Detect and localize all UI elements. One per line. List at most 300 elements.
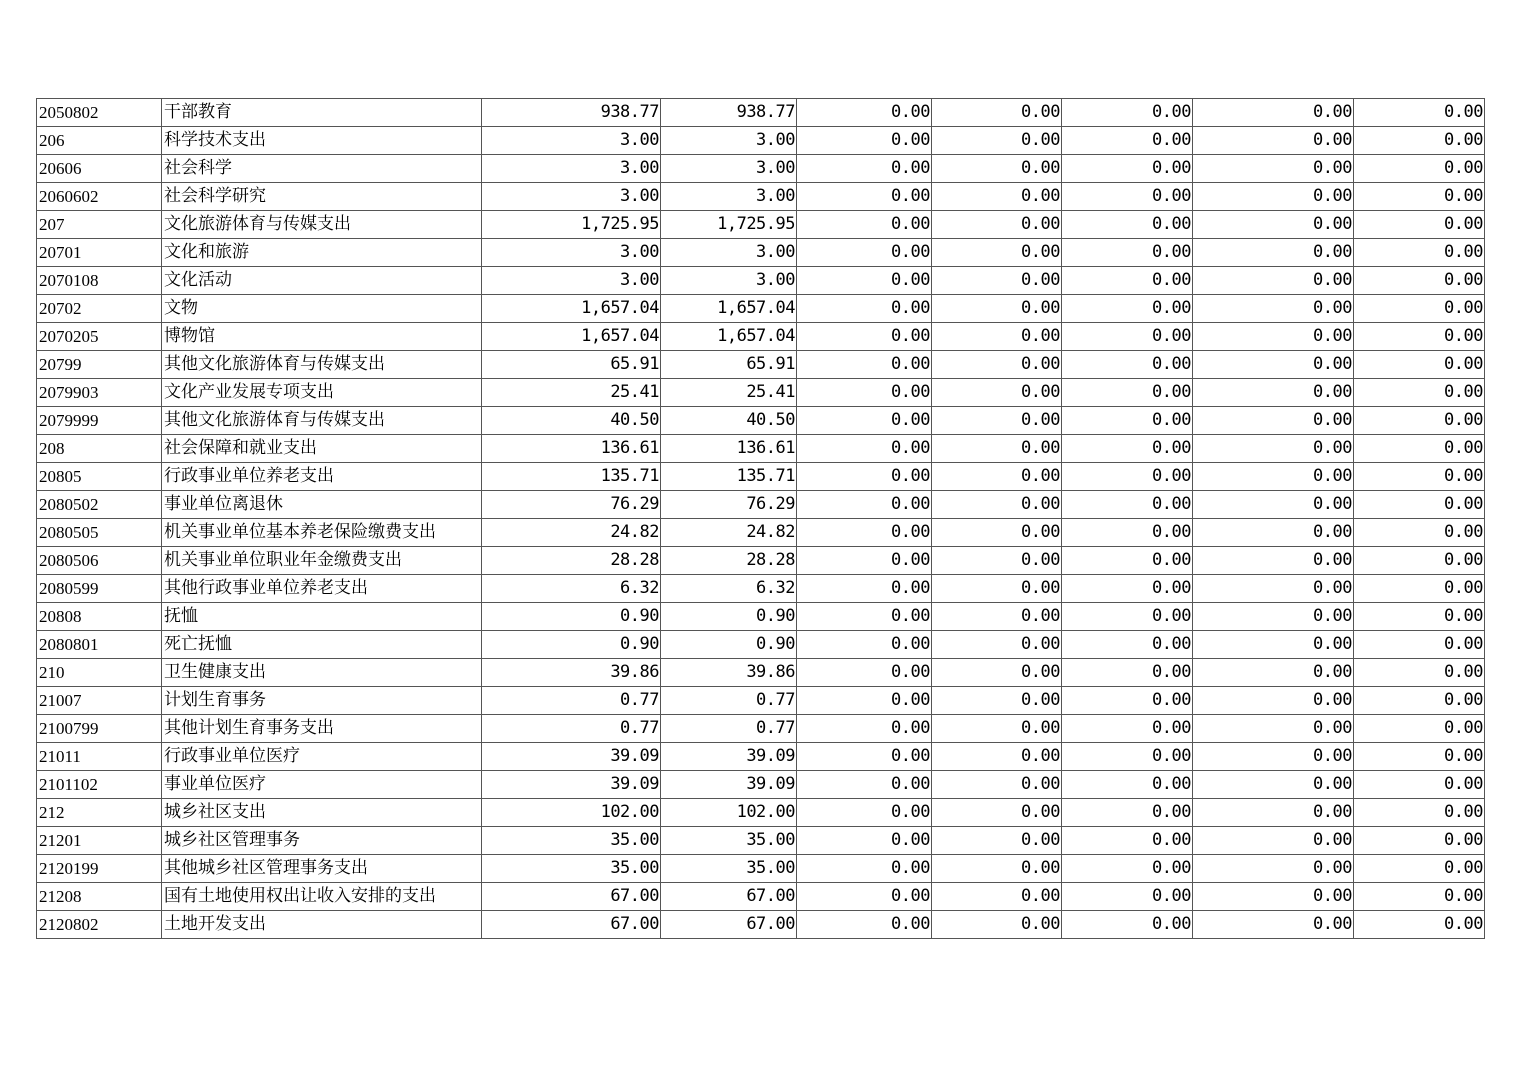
amount-cell: 0.00 [797, 883, 932, 911]
amount-cell: 0.00 [932, 463, 1062, 491]
subject-code-cell: 210 [37, 659, 162, 687]
amount-cell: 3.00 [661, 155, 797, 183]
table-row [37, 127, 1485, 155]
subject-name-cell: 抚恤 [162, 603, 482, 631]
amount-cell: 0.00 [1062, 799, 1193, 827]
amount-cell: 0.00 [797, 351, 932, 379]
amount-cell: 0.00 [797, 267, 932, 295]
subject-code-cell: 206 [37, 127, 162, 155]
amount-cell: 1,725.95 [482, 211, 661, 239]
amount-cell: 3.00 [482, 127, 661, 155]
subject-name-cell: 死亡抚恤 [162, 631, 482, 659]
amount-cell: 0.00 [797, 715, 932, 743]
subject-code-cell: 21201 [37, 827, 162, 855]
table-row [37, 799, 1485, 827]
amount-cell: 0.00 [1354, 267, 1485, 295]
subject-name-cell: 科学技术支出 [162, 127, 482, 155]
amount-cell: 0.90 [661, 603, 797, 631]
amount-cell: 67.00 [661, 911, 797, 939]
table-row [37, 715, 1485, 743]
amount-cell: 1,657.04 [661, 323, 797, 351]
subject-name-cell: 其他文化旅游体育与传媒支出 [162, 351, 482, 379]
amount-cell: 0.00 [1354, 743, 1485, 771]
subject-code-cell: 2070205 [37, 323, 162, 351]
table-row [37, 351, 1485, 379]
amount-cell: 0.00 [1062, 827, 1193, 855]
amount-cell: 0.00 [932, 715, 1062, 743]
amount-cell: 0.00 [932, 211, 1062, 239]
amount-cell: 0.00 [1193, 547, 1354, 575]
amount-cell: 0.00 [1354, 715, 1485, 743]
amount-cell: 40.50 [661, 407, 797, 435]
amount-cell: 0.00 [1354, 323, 1485, 351]
amount-cell: 0.00 [1193, 379, 1354, 407]
table-row [37, 155, 1485, 183]
amount-cell: 76.29 [482, 491, 661, 519]
subject-name-cell: 机关事业单位职业年金缴费支出 [162, 547, 482, 575]
amount-cell: 35.00 [482, 827, 661, 855]
amount-cell: 25.41 [482, 379, 661, 407]
amount-cell: 0.00 [1062, 463, 1193, 491]
amount-cell: 3.00 [661, 127, 797, 155]
subject-name-cell: 国有土地使用权出让收入安排的支出 [162, 883, 482, 911]
table-row [37, 827, 1485, 855]
amount-cell: 35.00 [661, 855, 797, 883]
table-row [37, 743, 1485, 771]
amount-cell: 0.00 [1062, 323, 1193, 351]
amount-cell: 0.00 [1193, 351, 1354, 379]
amount-cell: 0.00 [797, 239, 932, 267]
amount-cell: 0.00 [1062, 379, 1193, 407]
amount-cell: 0.00 [797, 323, 932, 351]
amount-cell: 76.29 [661, 491, 797, 519]
amount-cell: 0.00 [1354, 295, 1485, 323]
table-row [37, 295, 1485, 323]
amount-cell: 0.00 [1193, 435, 1354, 463]
amount-cell: 0.00 [1062, 99, 1193, 127]
subject-code-cell: 2070108 [37, 267, 162, 295]
amount-cell: 0.00 [1354, 827, 1485, 855]
amount-cell: 0.00 [797, 911, 932, 939]
amount-cell: 3.00 [661, 183, 797, 211]
subject-code-cell: 2080502 [37, 491, 162, 519]
amount-cell: 0.00 [797, 127, 932, 155]
amount-cell: 0.00 [932, 799, 1062, 827]
amount-cell: 0.00 [1062, 883, 1193, 911]
amount-cell: 938.77 [661, 99, 797, 127]
subject-code-cell: 20606 [37, 155, 162, 183]
subject-code-cell: 21208 [37, 883, 162, 911]
amount-cell: 3.00 [482, 155, 661, 183]
amount-cell: 0.00 [1062, 407, 1193, 435]
amount-cell: 0.00 [932, 267, 1062, 295]
amount-cell: 0.00 [932, 603, 1062, 631]
amount-cell: 0.00 [1193, 211, 1354, 239]
subject-code-cell: 21011 [37, 743, 162, 771]
amount-cell: 0.00 [1193, 603, 1354, 631]
subject-name-cell: 文化产业发展专项支出 [162, 379, 482, 407]
amount-cell: 0.00 [1193, 183, 1354, 211]
amount-cell: 0.00 [1062, 155, 1193, 183]
amount-cell: 6.32 [482, 575, 661, 603]
amount-cell: 40.50 [482, 407, 661, 435]
subject-name-cell: 博物馆 [162, 323, 482, 351]
amount-cell: 0.00 [1354, 435, 1485, 463]
amount-cell: 0.00 [797, 99, 932, 127]
amount-cell: 0.00 [797, 659, 932, 687]
amount-cell: 0.00 [1354, 547, 1485, 575]
amount-cell: 0.00 [1354, 519, 1485, 547]
amount-cell: 0.00 [797, 295, 932, 323]
amount-cell: 67.00 [482, 911, 661, 939]
amount-cell: 0.00 [932, 127, 1062, 155]
amount-cell: 0.00 [1193, 323, 1354, 351]
subject-name-cell: 土地开发支出 [162, 911, 482, 939]
amount-cell: 0.00 [932, 575, 1062, 603]
amount-cell: 0.00 [1193, 127, 1354, 155]
amount-cell: 0.00 [1062, 911, 1193, 939]
amount-cell: 0.00 [932, 771, 1062, 799]
amount-cell: 0.00 [1193, 687, 1354, 715]
amount-cell: 24.82 [661, 519, 797, 547]
amount-cell: 0.00 [1062, 491, 1193, 519]
table-row [37, 491, 1485, 519]
subject-code-cell: 2050802 [37, 99, 162, 127]
amount-cell: 0.00 [1062, 687, 1193, 715]
amount-cell: 0.00 [797, 575, 932, 603]
table-row [37, 687, 1485, 715]
amount-cell: 1,657.04 [661, 295, 797, 323]
subject-name-cell: 其他计划生育事务支出 [162, 715, 482, 743]
amount-cell: 0.00 [932, 855, 1062, 883]
amount-cell: 0.00 [1193, 883, 1354, 911]
amount-cell: 102.00 [482, 799, 661, 827]
amount-cell: 0.00 [1354, 687, 1485, 715]
table-row [37, 183, 1485, 211]
subject-code-cell: 2120802 [37, 911, 162, 939]
table-row [37, 239, 1485, 267]
amount-cell: 0.90 [482, 631, 661, 659]
amount-cell: 0.00 [1193, 575, 1354, 603]
amount-cell: 39.86 [482, 659, 661, 687]
amount-cell: 136.61 [661, 435, 797, 463]
amount-cell: 0.00 [1193, 491, 1354, 519]
table-row [37, 519, 1485, 547]
subject-name-cell: 计划生育事务 [162, 687, 482, 715]
amount-cell: 0.00 [932, 183, 1062, 211]
table-body [37, 99, 1485, 939]
amount-cell: 0.00 [932, 239, 1062, 267]
subject-name-cell: 文化活动 [162, 267, 482, 295]
amount-cell: 0.77 [661, 715, 797, 743]
amount-cell: 0.00 [797, 435, 932, 463]
table-row [37, 911, 1485, 939]
amount-cell: 67.00 [482, 883, 661, 911]
subject-name-cell: 机关事业单位基本养老保险缴费支出 [162, 519, 482, 547]
amount-cell: 0.00 [932, 547, 1062, 575]
amount-cell: 0.00 [1354, 855, 1485, 883]
amount-cell: 0.00 [1193, 519, 1354, 547]
amount-cell: 0.00 [1193, 659, 1354, 687]
amount-cell: 0.00 [1062, 547, 1193, 575]
amount-cell: 0.00 [1354, 379, 1485, 407]
amount-cell: 0.00 [1354, 351, 1485, 379]
amount-cell: 28.28 [661, 547, 797, 575]
amount-cell: 0.00 [797, 603, 932, 631]
amount-cell: 0.00 [1062, 183, 1193, 211]
subject-code-cell: 2080599 [37, 575, 162, 603]
amount-cell: 0.00 [932, 379, 1062, 407]
amount-cell: 0.00 [1193, 463, 1354, 491]
amount-cell: 0.00 [1354, 883, 1485, 911]
subject-name-cell: 行政事业单位养老支出 [162, 463, 482, 491]
subject-name-cell: 文化旅游体育与传媒支出 [162, 211, 482, 239]
amount-cell: 0.00 [797, 183, 932, 211]
amount-cell: 0.00 [932, 407, 1062, 435]
amount-cell: 0.00 [1354, 211, 1485, 239]
amount-cell: 65.91 [482, 351, 661, 379]
amount-cell: 0.00 [1062, 715, 1193, 743]
amount-cell: 24.82 [482, 519, 661, 547]
subject-name-cell: 文物 [162, 295, 482, 323]
amount-cell: 938.77 [482, 99, 661, 127]
amount-cell: 0.00 [932, 827, 1062, 855]
subject-name-cell: 社会科学 [162, 155, 482, 183]
subject-code-cell: 2079999 [37, 407, 162, 435]
amount-cell: 3.00 [482, 267, 661, 295]
subject-name-cell: 城乡社区管理事务 [162, 827, 482, 855]
subject-code-cell: 2079903 [37, 379, 162, 407]
amount-cell: 0.77 [661, 687, 797, 715]
amount-cell: 0.00 [1062, 127, 1193, 155]
subject-code-cell: 2080505 [37, 519, 162, 547]
table-row [37, 267, 1485, 295]
table-row [37, 379, 1485, 407]
subject-name-cell: 城乡社区支出 [162, 799, 482, 827]
table-row [37, 211, 1485, 239]
subject-code-cell: 21007 [37, 687, 162, 715]
amount-cell: 0.00 [1062, 351, 1193, 379]
amount-cell: 0.00 [1062, 855, 1193, 883]
subject-code-cell: 2101102 [37, 771, 162, 799]
amount-cell: 0.00 [932, 519, 1062, 547]
amount-cell: 0.00 [1062, 631, 1193, 659]
subject-code-cell: 2080801 [37, 631, 162, 659]
amount-cell: 25.41 [661, 379, 797, 407]
subject-name-cell: 其他城乡社区管理事务支出 [162, 855, 482, 883]
amount-cell: 1,657.04 [482, 295, 661, 323]
table-row [37, 407, 1485, 435]
amount-cell: 0.00 [1062, 743, 1193, 771]
amount-cell: 135.71 [661, 463, 797, 491]
amount-cell: 3.00 [482, 239, 661, 267]
amount-cell: 0.00 [797, 463, 932, 491]
amount-cell: 39.09 [661, 771, 797, 799]
amount-cell: 0.00 [1193, 267, 1354, 295]
amount-cell: 0.00 [932, 911, 1062, 939]
amount-cell: 0.00 [797, 379, 932, 407]
subject-name-cell: 社会保障和就业支出 [162, 435, 482, 463]
subject-code-cell: 207 [37, 211, 162, 239]
amount-cell: 0.00 [1062, 659, 1193, 687]
amount-cell: 0.00 [932, 659, 1062, 687]
amount-cell: 0.00 [1193, 771, 1354, 799]
amount-cell: 0.00 [797, 407, 932, 435]
amount-cell: 0.00 [1062, 211, 1193, 239]
subject-name-cell: 事业单位医疗 [162, 771, 482, 799]
amount-cell: 0.00 [1193, 99, 1354, 127]
amount-cell: 0.00 [932, 155, 1062, 183]
amount-cell: 0.00 [1354, 631, 1485, 659]
amount-cell: 0.00 [932, 743, 1062, 771]
amount-cell: 39.86 [661, 659, 797, 687]
amount-cell: 0.00 [1062, 519, 1193, 547]
subject-code-cell: 20701 [37, 239, 162, 267]
amount-cell: 0.00 [797, 631, 932, 659]
subject-code-cell: 2060602 [37, 183, 162, 211]
amount-cell: 0.00 [1062, 575, 1193, 603]
amount-cell: 0.00 [932, 435, 1062, 463]
amount-cell: 0.00 [1062, 771, 1193, 799]
amount-cell: 0.00 [797, 827, 932, 855]
amount-cell: 0.00 [1062, 239, 1193, 267]
subject-code-cell: 20799 [37, 351, 162, 379]
amount-cell: 0.00 [1354, 491, 1485, 519]
amount-cell: 0.00 [1354, 239, 1485, 267]
amount-cell: 0.00 [1354, 183, 1485, 211]
amount-cell: 0.00 [797, 855, 932, 883]
amount-cell: 0.00 [797, 491, 932, 519]
amount-cell: 0.00 [1354, 463, 1485, 491]
amount-cell: 102.00 [661, 799, 797, 827]
amount-cell: 0.00 [1193, 407, 1354, 435]
table-row [37, 883, 1485, 911]
amount-cell: 0.00 [1354, 659, 1485, 687]
amount-cell: 0.00 [932, 99, 1062, 127]
amount-cell: 67.00 [661, 883, 797, 911]
amount-cell: 0.00 [1354, 99, 1485, 127]
amount-cell: 0.00 [1062, 435, 1193, 463]
amount-cell: 0.00 [1193, 743, 1354, 771]
amount-cell: 6.32 [661, 575, 797, 603]
amount-cell: 35.00 [482, 855, 661, 883]
amount-cell: 0.00 [1354, 127, 1485, 155]
amount-cell: 0.00 [797, 743, 932, 771]
subject-name-cell: 其他行政事业单位养老支出 [162, 575, 482, 603]
amount-cell: 35.00 [661, 827, 797, 855]
amount-cell: 0.00 [1193, 799, 1354, 827]
subject-name-cell: 社会科学研究 [162, 183, 482, 211]
amount-cell: 0.00 [1062, 295, 1193, 323]
amount-cell: 0.00 [1354, 911, 1485, 939]
table-row [37, 547, 1485, 575]
amount-cell: 0.00 [1193, 295, 1354, 323]
amount-cell: 3.00 [661, 239, 797, 267]
amount-cell: 136.61 [482, 435, 661, 463]
subject-code-cell: 20808 [37, 603, 162, 631]
amount-cell: 0.77 [482, 715, 661, 743]
subject-code-cell: 212 [37, 799, 162, 827]
amount-cell: 0.00 [932, 631, 1062, 659]
subject-code-cell: 208 [37, 435, 162, 463]
amount-cell: 0.00 [1354, 407, 1485, 435]
table-row [37, 631, 1485, 659]
amount-cell: 0.00 [1354, 799, 1485, 827]
amount-cell: 0.00 [932, 491, 1062, 519]
amount-cell: 0.00 [1193, 855, 1354, 883]
table-row [37, 575, 1485, 603]
amount-cell: 0.00 [1193, 155, 1354, 183]
amount-cell: 0.00 [1193, 911, 1354, 939]
amount-cell: 0.90 [661, 631, 797, 659]
amount-cell: 0.00 [1354, 575, 1485, 603]
amount-cell: 39.09 [482, 743, 661, 771]
subject-name-cell: 文化和旅游 [162, 239, 482, 267]
amount-cell: 0.00 [1193, 631, 1354, 659]
amount-cell: 0.00 [797, 799, 932, 827]
subject-name-cell: 其他文化旅游体育与传媒支出 [162, 407, 482, 435]
table-row [37, 659, 1485, 687]
table-row [37, 463, 1485, 491]
amount-cell: 0.00 [932, 687, 1062, 715]
table-row [37, 603, 1485, 631]
subject-name-cell: 行政事业单位医疗 [162, 743, 482, 771]
amount-cell: 0.00 [797, 155, 932, 183]
amount-cell: 0.00 [1062, 267, 1193, 295]
amount-cell: 0.00 [797, 519, 932, 547]
subject-code-cell: 2120199 [37, 855, 162, 883]
amount-cell: 0.00 [1354, 603, 1485, 631]
amount-cell: 0.00 [797, 771, 932, 799]
table-row [37, 855, 1485, 883]
subject-name-cell: 干部教育 [162, 99, 482, 127]
amount-cell: 3.00 [482, 183, 661, 211]
amount-cell: 0.00 [1354, 771, 1485, 799]
subject-name-cell: 卫生健康支出 [162, 659, 482, 687]
subject-code-cell: 2100799 [37, 715, 162, 743]
amount-cell: 0.00 [932, 323, 1062, 351]
subject-code-cell: 20702 [37, 295, 162, 323]
table-row [37, 99, 1485, 127]
amount-cell: 0.77 [482, 687, 661, 715]
amount-cell: 0.90 [482, 603, 661, 631]
amount-cell: 0.00 [1193, 827, 1354, 855]
amount-cell: 1,725.95 [661, 211, 797, 239]
amount-cell: 0.00 [1062, 603, 1193, 631]
amount-cell: 39.09 [661, 743, 797, 771]
amount-cell: 0.00 [932, 883, 1062, 911]
amount-cell: 1,657.04 [482, 323, 661, 351]
expenditure-table [36, 98, 1485, 939]
amount-cell: 0.00 [1193, 239, 1354, 267]
subject-code-cell: 20805 [37, 463, 162, 491]
amount-cell: 0.00 [932, 351, 1062, 379]
amount-cell: 3.00 [661, 267, 797, 295]
table-row [37, 435, 1485, 463]
table-row [37, 323, 1485, 351]
subject-code-cell: 2080506 [37, 547, 162, 575]
table-row [37, 771, 1485, 799]
amount-cell: 39.09 [482, 771, 661, 799]
amount-cell: 0.00 [797, 547, 932, 575]
amount-cell: 28.28 [482, 547, 661, 575]
amount-cell: 65.91 [661, 351, 797, 379]
amount-cell: 0.00 [797, 211, 932, 239]
amount-cell: 0.00 [1193, 715, 1354, 743]
amount-cell: 0.00 [932, 295, 1062, 323]
amount-cell: 0.00 [1354, 155, 1485, 183]
amount-cell: 135.71 [482, 463, 661, 491]
